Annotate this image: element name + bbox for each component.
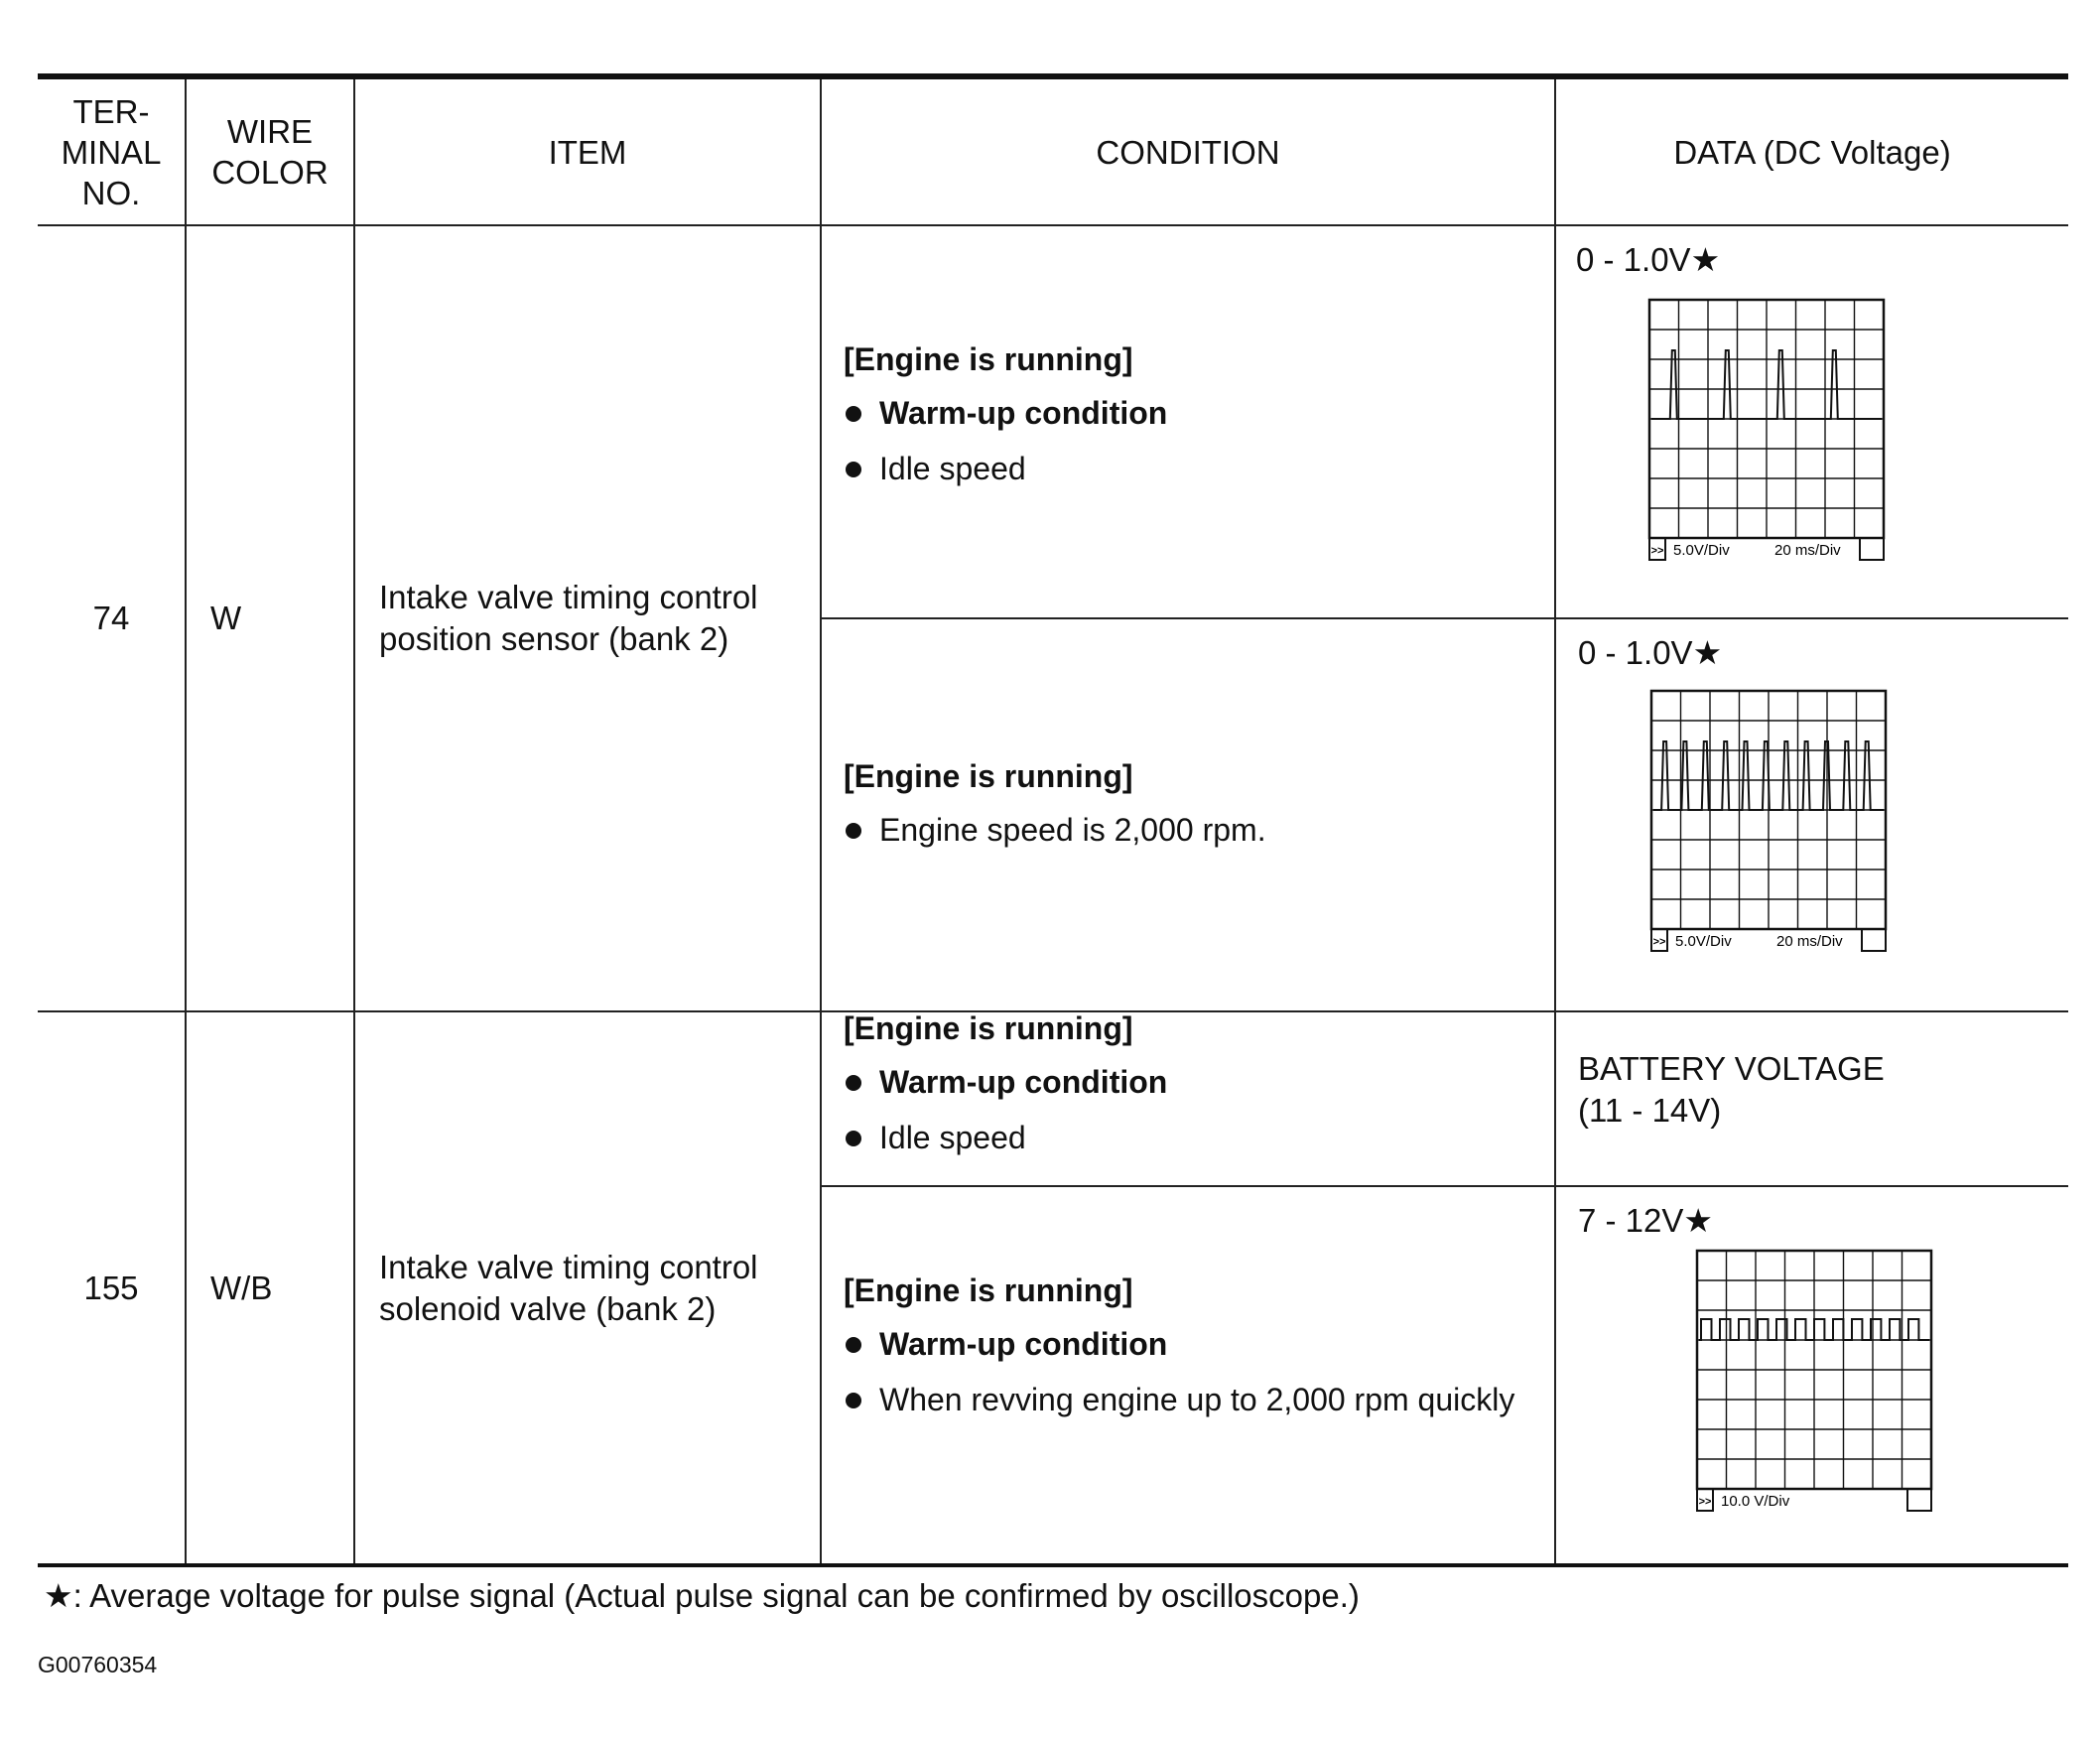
data-value-text: 0 - 1.0V <box>1578 634 1693 671</box>
data-value <box>1578 1048 1885 1132</box>
condition-bullet: Engine speed is 2,000 rpm. <box>844 809 1538 851</box>
header-terminal-no: TER- MINAL NO. <box>61 92 162 211</box>
oscilloscope-waveform <box>1697 1251 1931 1511</box>
data-value <box>1576 240 1720 279</box>
data-value-line: (11 - 14V) <box>1578 1092 1722 1129</box>
volts-per-div: 5.0V/Div <box>1673 542 1730 559</box>
oscilloscope-svg <box>1697 1251 1931 1511</box>
scope-corner-box <box>1907 1489 1931 1511</box>
terminal-number: 74 <box>92 600 130 636</box>
condition-block <box>844 1272 1538 1434</box>
figure-code: G00760354 <box>38 1652 158 1677</box>
condition-title: [Engine is running] <box>844 758 1133 794</box>
oscilloscope-svg <box>1649 300 1884 560</box>
oscilloscope-svg <box>1651 691 1886 951</box>
wire-color: W <box>210 600 242 636</box>
condition-block <box>844 1010 1538 1172</box>
column-divider <box>1554 79 1556 1563</box>
data-value <box>1578 1201 1713 1240</box>
data-value-line: BATTERY VOLTAGE <box>1578 1050 1885 1087</box>
item-description: Intake valve timing control position sensor (bank 2) <box>379 579 758 657</box>
forward-arrows-glyph: >> <box>1652 936 1666 948</box>
item-description: Intake valve timing control solenoid valve (bank 2) <box>379 1248 758 1327</box>
terminal-data-table <box>38 73 2068 1567</box>
condition-bullet: Warm-up condition <box>844 392 1538 434</box>
condition-title: [Engine is running] <box>844 341 1133 377</box>
scope-footer <box>1651 929 1886 951</box>
volts-per-div: 10.0 V/Div <box>1721 1493 1790 1510</box>
condition-block <box>844 341 1538 503</box>
waveform-trace <box>1699 1319 1929 1340</box>
oscilloscope-waveform <box>1649 300 1884 560</box>
row-divider <box>820 1185 2068 1187</box>
star-icon: ★ <box>1683 1202 1713 1239</box>
scope-corner-box <box>1862 929 1886 951</box>
footnote <box>44 1576 1360 1615</box>
forward-arrows-glyph: >> <box>1650 545 1664 557</box>
star-icon: ★ <box>44 1577 73 1614</box>
star-icon: ★ <box>1692 634 1723 671</box>
data-value-text: 7 - 12V <box>1578 1202 1684 1239</box>
condition-block <box>844 758 1538 865</box>
scope-footer <box>1649 538 1884 560</box>
condition-bullet: Warm-up condition <box>844 1323 1538 1365</box>
condition-title: [Engine is running] <box>844 1010 1133 1046</box>
row-divider <box>820 617 2068 619</box>
condition-bullet: When revving engine up to 2,000 rpm quickly <box>844 1379 1538 1420</box>
header-item: ITEM <box>548 133 627 171</box>
condition-bullet: Warm-up condition <box>844 1061 1538 1103</box>
header-wire-color: WIRE COLOR <box>211 113 328 191</box>
time-per-div: 20 ms/Div <box>1774 542 1841 559</box>
forward-arrows-glyph: >> <box>1698 1496 1712 1508</box>
column-divider <box>820 79 822 1563</box>
header-condition: CONDITION <box>1096 133 1280 171</box>
footnote-text: : Average voltage for pulse signal (Actual pulse signal can be confirmed by oscilloscope.) <box>72 1577 1360 1614</box>
volts-per-div: 5.0V/Div <box>1675 933 1732 950</box>
scope-corner-box <box>1860 538 1884 560</box>
header-data: DATA (DC Voltage) <box>1673 133 1951 171</box>
data-value <box>1578 633 1722 672</box>
time-per-div: 20 ms/Div <box>1776 933 1843 950</box>
condition-bullet: Idle speed <box>844 448 1538 489</box>
wire-color: W/B <box>210 1269 273 1306</box>
table-bottom-rule <box>38 1563 2068 1567</box>
condition-bullet: Idle speed <box>844 1117 1538 1158</box>
scope-footer <box>1697 1489 1931 1511</box>
condition-title: [Engine is running] <box>844 1272 1133 1308</box>
scope-grid <box>1697 1251 1931 1489</box>
data-value-text: 0 - 1.0V <box>1576 241 1691 278</box>
terminal-number: 155 <box>83 1269 139 1306</box>
waveform-trace <box>1653 741 1884 810</box>
star-icon: ★ <box>1690 241 1721 278</box>
oscilloscope-waveform <box>1651 691 1886 951</box>
